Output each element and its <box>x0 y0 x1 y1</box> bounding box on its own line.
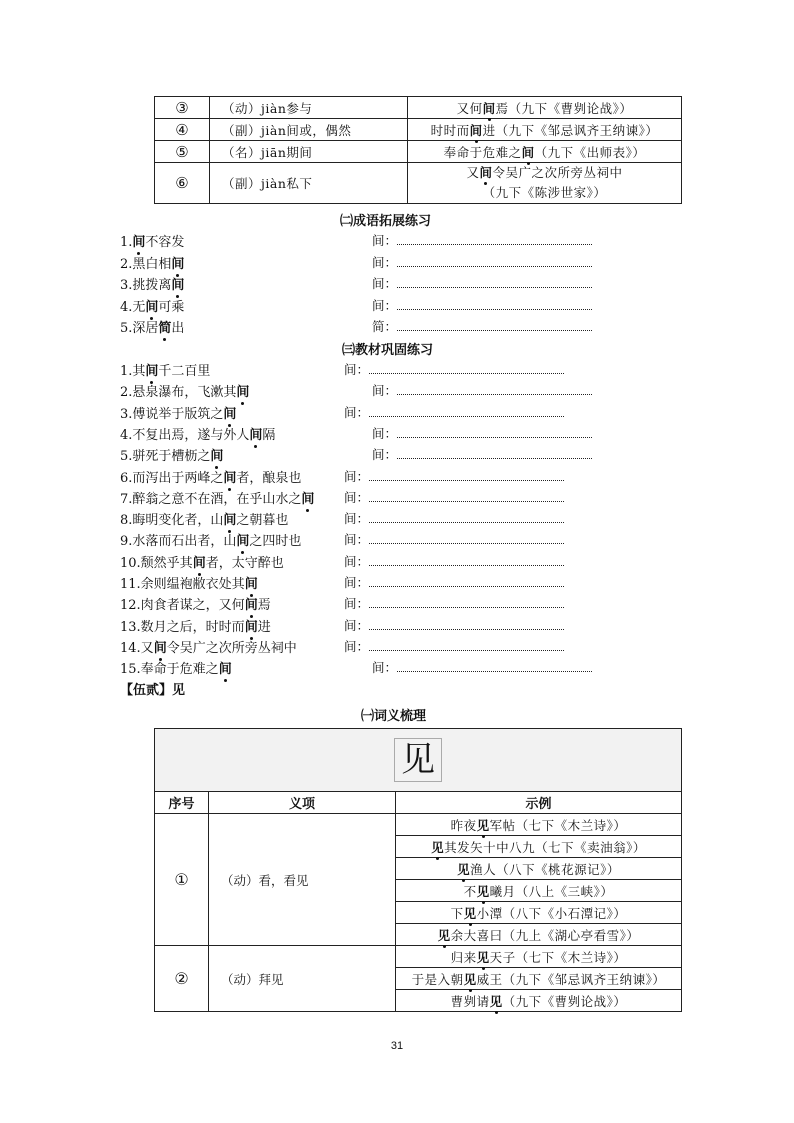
example-cell: 归来见天子（七下《木兰诗》） <box>396 946 682 968</box>
exercise-item: 12.肉食者谋之，又何间焉 <box>120 598 271 614</box>
exercise-item: 3.傅说举于版筑之间 <box>120 406 237 422</box>
header-example: 示例 <box>396 792 682 814</box>
example-cell: 时时而间进（九下《邹忌讽齐王纳谏》） <box>408 119 682 141</box>
example-cell: 昨夜见军帖（七下《木兰诗》） <box>396 814 682 836</box>
example-cell: 又何间焉（九下《曹刿论战》） <box>408 97 682 119</box>
meaning-cell: （动）jiàn参与 <box>210 97 408 119</box>
table-row <box>155 163 682 204</box>
header-number: 序号 <box>155 792 209 814</box>
exercise-item: 10.颓然乎其间者，太守醉也 <box>120 555 284 571</box>
exercise-item: 5.骈死于槽枥之间 <box>120 449 224 465</box>
answer-field[interactable]: 间： <box>344 403 564 421</box>
page-number: 31 <box>390 1040 404 1052</box>
answer-field[interactable]: 间： <box>344 488 564 506</box>
answer-field[interactable]: 间： <box>372 424 592 442</box>
answer-field[interactable]: 简： <box>372 317 592 335</box>
answer-field[interactable]: 间： <box>372 658 592 676</box>
part-heading: 【伍贰】见 <box>120 683 186 698</box>
example-cell: 下见小潭（八下《小石潭记》） <box>396 902 682 924</box>
section-title-textbook: ㈢教材巩固练习 <box>342 343 434 358</box>
exercise-item: 4.无间可乘 <box>120 299 185 315</box>
answer-field[interactable]: 间： <box>372 445 592 463</box>
answer-field[interactable]: 间： <box>344 552 564 570</box>
exercise-item: 9.水落而石出者，山间之四时也 <box>120 534 302 550</box>
answer-field[interactable]: 间： <box>344 573 564 591</box>
example-cell: 见其发矢十中八九（七下《卖油翁》） <box>396 836 682 858</box>
example-cell: 见渔人（八下《桃花源记》） <box>396 858 682 880</box>
exercise-item: 2.悬泉瀑布，飞漱其间 <box>120 385 250 401</box>
table-row <box>155 119 682 141</box>
exercise-item: 5.深居简出 <box>120 321 185 336</box>
section-title-meanings: ㈠词义梳理 <box>361 709 427 724</box>
answer-field[interactable]: 间： <box>344 467 564 485</box>
answer-field[interactable]: 间： <box>372 274 592 292</box>
exercise-item: 8.晦明变化者，山间之朝暮也 <box>120 513 289 529</box>
answer-field[interactable]: 间： <box>372 253 592 271</box>
answer-field[interactable]: 间： <box>344 530 564 548</box>
row-number: ③ <box>155 97 210 119</box>
row-number: ⑤ <box>155 141 210 163</box>
answer-field[interactable]: 间： <box>372 296 592 314</box>
exercise-item: 14.又间令吴广之次所旁丛祠中 <box>120 640 297 656</box>
exercise-item: 6.而泻出于两峰之间者，酿泉也 <box>120 470 302 486</box>
row-number: ⑥ <box>155 163 210 204</box>
example-cell: 曹刿请见（九下《曹刿论战》） <box>396 990 682 1012</box>
table-row <box>155 141 682 163</box>
answer-field[interactable]: 间： <box>344 360 564 378</box>
meaning-cell: （名）jiān期间 <box>210 141 408 163</box>
table-row <box>155 946 682 968</box>
meaning-table <box>154 728 682 1012</box>
big-character: 见 <box>394 738 442 782</box>
meaning-cell: （副）jiàn私下 <box>210 163 408 204</box>
answer-field[interactable]: 间： <box>372 231 592 249</box>
meaning-cell: （动）拜见 <box>209 946 396 1012</box>
row-number: ① <box>155 814 209 946</box>
meaning-cell: （动）看，看见 <box>209 814 396 946</box>
example-cell: 见余大喜曰（九上《湖心亭看雪》） <box>396 924 682 946</box>
exercise-item: 3.挑拨离间 <box>120 278 185 293</box>
section-title-idioms: ㈡成语拓展练习 <box>340 214 432 229</box>
meaning-cell: （副）jiàn间或，偶然 <box>210 119 408 141</box>
row-number: ④ <box>155 119 210 141</box>
exercise-item: 15.奉命于危难之间 <box>120 662 232 678</box>
exercise-item: 7.醉翁之意不在酒，在乎山水之间 <box>120 491 315 507</box>
exercise-item: 11.余则缊袍敝衣处其间 <box>120 577 258 592</box>
example-cell: 不见曦月（八上《三峡》） <box>396 880 682 902</box>
exercise-item: 1.其间千二百里 <box>120 364 211 379</box>
character-header <box>155 729 682 792</box>
table-row <box>155 97 682 119</box>
answer-field[interactable]: 间： <box>344 637 564 655</box>
answer-field[interactable]: 间： <box>344 616 564 634</box>
table-row <box>155 814 682 836</box>
header-meaning: 义项 <box>209 792 396 814</box>
exercise-item: 4.不复出焉，遂与外人间隔 <box>120 427 276 443</box>
top-meaning-table <box>154 96 682 204</box>
exercise-item: 1.间不容发 <box>120 235 185 250</box>
exercise-item: 13.数月之后，时时而间进 <box>120 619 271 635</box>
example-cell: 于是入朝见威王（九下《邹忌讽齐王纳谏》） <box>396 968 682 990</box>
answer-field[interactable]: 间： <box>344 594 564 612</box>
example-cell: 又间令吴广之次所旁丛祠中 （九下《陈涉世家》） <box>408 163 682 204</box>
answer-field[interactable]: 间： <box>344 509 564 527</box>
answer-field[interactable]: 间： <box>372 381 592 399</box>
example-cell: 奉命于危难之间（九下《出师表》） <box>408 141 682 163</box>
row-number: ② <box>155 946 209 1012</box>
exercise-item: 2.黑白相间 <box>120 256 185 272</box>
